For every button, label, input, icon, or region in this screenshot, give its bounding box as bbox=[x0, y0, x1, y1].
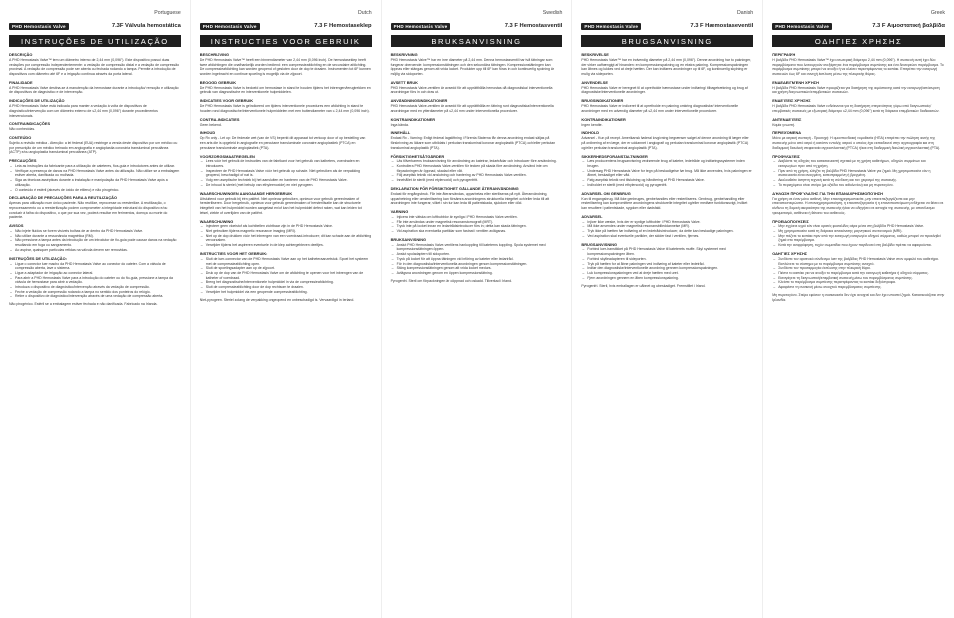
section-heading: BRUGSINDIKATIONER bbox=[581, 98, 624, 104]
list-item: – Ved aspiration skal eventuelle partikler, der sidder fast i ventilen, fjernes. bbox=[587, 234, 753, 239]
product-title: 7.3 F Hemostaseklep bbox=[314, 23, 372, 29]
list-item: – Innehållet är sterilt (med etylenoxid) och pyrogenfritt. bbox=[397, 178, 563, 183]
section-heading: ANVENDELSE bbox=[581, 79, 608, 85]
section-paragraph: Inga kända. bbox=[390, 122, 409, 127]
content-section bbox=[9, 195, 181, 220]
list-item: – Siga as técnicas assépticas durante a instalação e manipulação da PHD Hemostasis Valve após a utilização. bbox=[15, 178, 181, 187]
bullet-list bbox=[391, 243, 563, 276]
bullet-list bbox=[391, 159, 563, 183]
list-item: – Fjern anordningen gennem en åben kompressionspakning. bbox=[587, 276, 753, 281]
content-section bbox=[391, 237, 563, 276]
section-banner: ΟΔΗΓΙΕΣ ΧΡΗΣΗΣ bbox=[772, 35, 945, 47]
section-banner: BRUKSANVISNING bbox=[391, 35, 563, 47]
bullet-list bbox=[772, 159, 945, 187]
section-heading: KONTRAINDIKATIONER bbox=[581, 116, 626, 122]
list-item: – Indholdet er sterilt (med ethylenoxid) og pyrogenfrit. bbox=[587, 183, 753, 188]
list-item: – Ligue o conector luer macho da PHD Hemostasis Valve ao conector do cateter. Com a válvula de compressão aberta, lave o sistema. bbox=[15, 262, 181, 271]
list-item: – Συνδέστε τον προσαρμογέα έκπλυσης στην πλευρική θύρα. bbox=[778, 266, 945, 271]
section-heading: INSTRUÇÕES DE UTILIZAÇÃO: bbox=[9, 255, 67, 261]
product-title: 7.3 F Hemostasventil bbox=[504, 23, 563, 29]
content-section bbox=[772, 80, 945, 95]
section-heading: AVISOS bbox=[9, 223, 24, 229]
bullet-list bbox=[391, 215, 563, 234]
section-heading: VARNING bbox=[390, 209, 409, 215]
list-item: – Διαβάστε τις οδηγίες του κατασκευαστή σχετικά με τη χρήση καθετήρων, οδηγών συρμάτων και εισαγωγέων πριν από τη χρήση. bbox=[778, 159, 945, 168]
section-heading: CONTEÚDO bbox=[9, 135, 32, 141]
footer-note: Pyrogenfri. Steril, hvis emballagen er uåbnet og ubeskadiget. Fremstillet i Irland. bbox=[581, 283, 706, 288]
section-heading: ADVARSEL bbox=[581, 213, 603, 219]
section-heading: ΟΔΗΓΊΕΣ ΧΡΉΣΗΣ bbox=[772, 251, 808, 257]
list-item: – Kontrollera PHD Hemostasis Valve-ventilen för tecken på skada före användning. Använd inte om förpackningen är öppnad, skadad eller våt. bbox=[397, 164, 563, 173]
bullet-list bbox=[9, 262, 181, 300]
list-item: – Sluit de luer-connector van de PHD Hemostasis Valve aan op het katheteraanzetstuk. Spoel het systeem met de compressieafdichting open. bbox=[206, 257, 372, 266]
brand-logo: PHD Hemostasis Valve bbox=[9, 23, 69, 30]
list-item: – Luk kompressionspakningen ved at dreje hætten med uret. bbox=[587, 271, 753, 276]
section-paragraph: Kun til engangsbrug. Må ikke genbruges, genbehandles eller resteriliseres. Genbrug, genbehandling eller resterilisering kan kompromittere anordningens strukturelle integritet og/eller medføre funktionssvigt, hvilket kan resultere i patientskade, sygdom eller dødsfald. bbox=[581, 196, 748, 210]
content-section bbox=[391, 117, 563, 128]
list-item: – Κλείστε το παρέμβυσμα συμπίεσης περιστρέφοντας το καπάκι δεξιόστροφα. bbox=[778, 280, 945, 285]
section-paragraph: A PHD Hemostasis Valve™ tem um diâmetro interno de 2,44 mm (0,096"). Este dispositivo possui duas vedações por compressão independentemente: a vedação de compressão distal e a vedação de compressão proximal. A vedação de compressão pode ser aberta ou fechada rodando a tampa. Permite a introdução de dispositivos com diâmetro até 6F e a irrigação contínua através da porta lateral. bbox=[9, 57, 180, 77]
section-paragraph: A PHD Hemostasis Valve está indicada para manter a vedação à volta de dispositivos de diagnóstico/intervenção com um diâmetro externo de ≤2,44 mm (0,096") durante procedimentos intervencionais. bbox=[9, 104, 158, 118]
section-heading: KONTRAINDIKATIONER bbox=[390, 116, 436, 122]
content-section bbox=[200, 219, 372, 248]
language-label: Swedish bbox=[542, 10, 563, 16]
content-section bbox=[581, 191, 753, 211]
section-heading: ΠΕΡΙΓΡΑΦΉ bbox=[772, 52, 796, 58]
content-section bbox=[581, 214, 753, 239]
section-paragraph: Μόνο με ιατρική συνταγή - Προσοχή: Η ομοσπονδιακή νομοθεσία (ΗΠΑ) επιτρέπει την πώληση αυτής της συσκευής μόνο από ιατρό ή κατόπιν εντολής ιατρού ο οποίος έχει εκπαιδευτεί στην αγγειογραφία και στη διαδερμική διαυλική στεφανιαία αγγειοπλαστική (PTCA) ή/και στη διαδερμική διαυλική αγγειοπλαστική (PTA). bbox=[772, 136, 941, 150]
content-section bbox=[391, 130, 563, 150]
section-paragraph: Op Rx only - Let op: De federale wet (van de VS) beperkt dit apparaat tot verkoop door of op bestelling van een arts die is opgeleid in angiografie en percutane transluminale coronaire angioplastiek (PTCA) en percutane transluminale angioplastiek (PTA). bbox=[199, 136, 366, 150]
content-section bbox=[9, 121, 181, 132]
content-section bbox=[200, 191, 372, 216]
section-paragraph: Η βαλβίδα PHD Hemostasis Valve προορίζεται για διατήρηση της αιμόστασης κατά την εισαγωγή/απόσυρση και χρήση διαγνωστικών/επεμβατικών συσκευών. bbox=[772, 85, 940, 95]
language-label: Portuguese bbox=[154, 10, 181, 16]
list-item: – Ao aspirar, quaisquer partículas retidas na válvula devem ser removidas. bbox=[15, 248, 181, 253]
content-section bbox=[9, 80, 181, 95]
section-paragraph: PHD Hemostasis Valve-ventilen är avsedd för att upprätthålla en tätning runt diagnostiska/interventionella anordningar med en ytterdiameter på ≤2,44 mm under interventionella procedurer. bbox=[390, 104, 554, 113]
list-item: – Μην πιέζετε το καπάκι πριν από την εισαγωγή εισαγωγέα οδηγού σύρματος, καθώς μπορεί να προκληθεί ζημιά στο παρέμβυσμα. bbox=[778, 234, 945, 243]
bullet-list bbox=[581, 220, 753, 239]
product-title: 7.3 F Hæmostaseventil bbox=[690, 23, 754, 29]
list-item: – Κατά την αναρρόφηση, τυχόν σωματίδια που έχουν παγιδευτεί στη βαλβίδα πρέπει να αφαιρούνται. bbox=[778, 243, 945, 248]
section-paragraph: De PHD Hemostasis Valve is geïndiceerd om tijdens interventionele procedures een afdichting in stand te houden rond diagnostische/interventionele hulpmiddelen met een buitendiameter van ≤ 2,44 mm (0,096 inch). bbox=[199, 104, 370, 113]
list-item: – Må ikke anvendes under magnetisk resonansbilleddannelse (MR). bbox=[587, 224, 753, 229]
section-paragraph: De PHD Hemostasis Valve™ heeft een binnendiameter van 2,44 mm (0,096 inch). De hemostaseklep heeft twee afdichtingen die onafhankelijk worden bediend: een compressieafdichting en de secundaire afdichting. De compressieafdichting kan worden geopend of gesloten door de dop te draaien. Instrumenten tot 6F kunnen worden ingebracht en continue spoeling is mogelijk via de zijpoort. bbox=[199, 57, 371, 77]
list-item: – Lees vóór het gebruik de instructies van de fabrikant voor het gebruik van katheters, voerdraden en introducers. bbox=[206, 159, 372, 168]
section-heading: ΔΉΛΩΣΗ ΠΡΟΦΎΛΑΞΗΣ ΓΙΑ ΤΗΝ ΕΠΑΝΑΧΡΗΣΙΜΟΠΟΊΗΣΗ bbox=[772, 190, 883, 196]
section-paragraph: A PHD Hemostasis Valve destina-se à manutenção da hemostase durante a introdução/ remoção e utilização de dispositivos de diagnóstico e de intervenção. bbox=[9, 85, 179, 95]
content-section bbox=[200, 154, 372, 188]
content-section bbox=[391, 154, 563, 183]
language-column bbox=[572, 0, 763, 618]
list-item: – Αφαιρέστε τη συσκευή μέσω ανοιχτού παρεμβύσματος συμπίεσης. bbox=[778, 285, 945, 290]
list-item: – Feche a vedação de compressão rodando a tampa no sentido dos ponteiros do relógio. bbox=[15, 290, 181, 295]
list-item: – Sluit de compressieafdichting door de dop rechtsom te draaien. bbox=[206, 285, 372, 290]
product-title: 7.3F Válvula hemostática bbox=[111, 23, 181, 29]
footer-note: Pyrogenfri. Steril om förpackningen är oöppnad och oskadd. Tillverkad i Irland. bbox=[390, 278, 512, 283]
section-paragraph: PHD Hemostasis Valve-ventilen är avsedd för att upprätthålla hemostas då diagnostiska/ interventionella anordningar förs in och dras ut. bbox=[390, 85, 553, 95]
list-item: – Druk op de dop van de PHD Hemostasis Valve om de afdichting te openen voor het inbrengen van de katheter of voerdraad. bbox=[206, 271, 372, 280]
list-item: – För in den diagnostiska/interventionella anordningen genom kompressionstätningen. bbox=[397, 262, 563, 267]
bullet-list bbox=[772, 257, 945, 290]
content-section bbox=[9, 158, 181, 192]
section-paragraph: Endast för engångsbruk. Får inte återanvändas, upparbetas eller steriliseras på nytt. Återanvändning, upparbetning eller omsterilisering kan försämra anordningens strukturella integritet och/eller leda till att anordningen inte fungerar, vilket i sin tur kan leda till patientskada, sjukdom eller död. bbox=[390, 191, 550, 206]
language-label: Danish bbox=[737, 10, 754, 16]
list-item: – Verwijder tijdens het aspireren eventuele in de klep achtergebleven deeltjes. bbox=[206, 243, 372, 248]
content-section bbox=[391, 209, 563, 234]
brand-logo: PHD Hemostasis Valve bbox=[200, 23, 260, 30]
list-item: – Får inte användas under magnetisk resonanstomografi (MRT). bbox=[397, 220, 563, 225]
bullet-list bbox=[772, 224, 945, 248]
header-row bbox=[772, 20, 945, 32]
list-item: – Tryck på locket för att öppna tätningen vid införing av kateter eller ledartråd. bbox=[397, 257, 563, 262]
content-section bbox=[200, 98, 372, 113]
section-heading: INNEHÅLL bbox=[390, 130, 411, 136]
section-paragraph: Geen bekend. bbox=[199, 122, 222, 127]
list-item: – Forbind luer-hanstikket på PHD Hemostasis Valve til kateterets muffe. Skyl systemet med kompressionspakningen åben. bbox=[587, 247, 753, 256]
section-banner: INSTRUÇÕES DE UTILIZAÇÃO bbox=[9, 35, 181, 47]
section-paragraph: Η βαλβίδα PHD Hemostasis Valve™ έχει εσωτερική διάμετρο 2,44 mm (0,096"). Η συσκευή αυτή έχει δύο παρεμβύσματα που λειτουργούν ανεξάρτητα: ένα παρέμβυσμα συμπίεσης και ένα δευτερεύον παρέμβυσμα. Το παρέμβυσμα συμπίεσης μπορεί να ανοίξει ή να κλείσει περιστρέφοντας το καπάκι. Επιτρέπει την εισαγωγή συσκευών έως 6F και συνεχή έκπλυση μέσω της πλευρικής θύρας. bbox=[772, 57, 944, 77]
list-item: – Não utilize durante a ressonância magnética (RM). bbox=[15, 234, 181, 239]
section-banner: BRUGSANVISNING bbox=[581, 35, 753, 47]
language-column bbox=[763, 0, 954, 618]
section-heading: AVSETT BRUK bbox=[390, 79, 418, 85]
section-heading: BESKRIVELSE bbox=[581, 52, 609, 58]
bullet-list bbox=[581, 247, 753, 280]
content-section bbox=[772, 52, 945, 77]
section-heading: BESCHRIJVING bbox=[199, 52, 229, 58]
content-section bbox=[581, 154, 753, 188]
list-item: – Injicera inte vätska om luftbubblor är synliga i PHD Hemostasis Valve-ventilen. bbox=[397, 215, 563, 220]
content-section bbox=[200, 130, 372, 150]
content-section bbox=[772, 191, 945, 216]
list-item: – Injecteer geen vloeistof als luchtbellen zichtbaar zijn in de PHD Hemostasis Valve. bbox=[206, 224, 372, 229]
brand-logo: PHD Hemostasis Valve bbox=[581, 23, 641, 30]
list-item: – Injicer ikke væske, hvis der er synlige luftbobler i PHD Hemostasis Valve. bbox=[587, 220, 753, 225]
list-item: – Ακολουθείτε άσηπτη τεχνική κατά τη σύνδεση και τον χειρισμό της συσκευής. bbox=[778, 178, 945, 183]
section-heading: ΠΕΡΙΕΧΌΜΕΝΑ bbox=[772, 130, 802, 136]
content-section bbox=[581, 242, 753, 281]
list-item: – Para abrir a PHD Hemostasis Valve para a introdução do cateter ou do fio-guia, pressione a tampa da válvula de hemostase para abrir a vedação. bbox=[15, 276, 181, 285]
content-section bbox=[391, 80, 563, 95]
bullet-list bbox=[200, 257, 372, 295]
bullet-list bbox=[200, 159, 372, 187]
section-paragraph: Endast Rx - Varning: Enligt federal lagstiftning i Förenta Staterna får denna anordning endast säljas på förskrivning av läkare som utbildats i perkutan transluminal koronar angioplastik (PTCA) och/eller perkutan transluminal angioplastik (PTA). bbox=[390, 136, 556, 150]
list-item: – Indfør den diagnostiske/interventionelle anordning gennem kompressionspakningen. bbox=[587, 266, 753, 271]
list-item: – Verifique a presença de danos na PHD Hemostasis Valve antes da utilização. Não utilize se a embalagem estiver aberta, danificada ou molhada. bbox=[15, 169, 181, 178]
language-label: Greek bbox=[930, 10, 945, 16]
header-row bbox=[200, 20, 372, 32]
section-paragraph: Não conhecidas. bbox=[9, 127, 36, 132]
list-item: – O conteúdo é estéril (através de óxido de etileno) e não pirogénico. bbox=[15, 188, 181, 193]
section-heading: SIKKERHEDSFORANSTALTNINGER bbox=[581, 153, 648, 159]
content-section bbox=[581, 52, 753, 77]
content-section bbox=[9, 256, 181, 299]
list-item: – Niet gebruiken tijdens magnetic resonance imaging (MRI). bbox=[206, 229, 372, 234]
section-heading: BESKRIVNING bbox=[390, 52, 418, 58]
section-paragraph: De PHD Hemostasis Valve is bedoeld om hemostase in stand te houden tijdens het inbrengen/terugtrekken en gebruik van diagnostische en interventionele hulpmiddelen. bbox=[199, 85, 371, 95]
content-section bbox=[9, 135, 181, 155]
language-column bbox=[0, 0, 191, 618]
section-heading: INDICATIES VOOR GEBRUIK bbox=[199, 98, 254, 104]
content-section bbox=[9, 98, 181, 118]
section-heading: ADVARSEL OM GENBRUG bbox=[581, 190, 631, 196]
footer-note: Não pirogénico. Estéril se a embalagem estiver fechada e não danificada. Fabricado na Irlanda. bbox=[9, 302, 158, 307]
list-item: – Não injete fluídos se forem visíveis bolhas de ar dentro da PHD Hemostasis Valve. bbox=[15, 229, 181, 234]
list-item: – Undersøg PHD Hemostasis Valve for tegn på beskadigelse før brug. Må ikke anvendes, hvis pakningen er åbnet, beskadiget eller våd. bbox=[587, 169, 753, 178]
list-item: – Retire o dispositivo de diagnóstico/intervenção através de uma vedação de compressão aberta. bbox=[15, 294, 181, 299]
section-heading: ΕΝΔΕΊΞΕΙΣ ΧΡΉΣΗΣ bbox=[772, 98, 811, 104]
section-paragraph: Sujeito a revisão médica - Atenção: a lei federal (EUA) restringe a venda deste dispositivo por um médico ou por prescrição de um médico treinado em angiografia e angioplastia coronária transluminal percutânea (ACTP) e/ou angioplastia transluminal percutânea (ATP). bbox=[9, 140, 178, 155]
content-section bbox=[581, 117, 753, 128]
section-paragraph: Ingen kendte. bbox=[581, 122, 603, 127]
list-item: – Volg een aseptische techniek bij het aansluiten en hanteren van de PHD Hemostasis Valve. bbox=[206, 178, 372, 183]
list-item: – Tryk på hætten for at åbne pakningen ved indføring af kateter eller ledetråd. bbox=[587, 262, 753, 267]
list-item: – Forbind skylleadapteren til sideporten. bbox=[587, 257, 753, 262]
section-heading: CONTRAINDICAÇÕES bbox=[9, 121, 51, 127]
content-section bbox=[200, 251, 372, 294]
list-item: – Πιέστε το καπάκι για να ανοίξει το παρέμβυσμα κατά την εισαγωγή καθετήρα ή οδηγού σύρματος. bbox=[778, 271, 945, 276]
section-heading: ANVÄNDNINGSINDIKATIONER bbox=[390, 98, 448, 104]
footer-note: Μη πυρετογόνο. Στείρο εφόσον η συσκευασία δεν έχει ανοιχτεί και δεν έχει υποστεί ζημιά. Κατασκευάζεται στην Ιρλανδία. bbox=[772, 292, 945, 302]
section-paragraph: Advarsel - Kun på recept. Amerikansk føderal lovgivning begrænser salget af denne anordning til læger eller på ordinering af en læge, der er uddannet i angiografi og perkutan transluminal koronar angioplastik (PTCA) og/eller perkutan transluminal angioplastik (PTA). bbox=[581, 136, 749, 150]
list-item: – Ligue a adaptador de irrigação ao conector lateral. bbox=[15, 271, 181, 276]
section-heading: ΑΝΤΕΝΔΕΊΞΕΙΣ bbox=[772, 116, 802, 122]
content-section bbox=[391, 98, 563, 113]
section-paragraph: Καμία γνωστή. bbox=[772, 122, 795, 127]
content-section bbox=[9, 52, 181, 77]
bullet-list bbox=[9, 229, 181, 253]
section-paragraph: PHD Hemostasis Valve™ har en indvendig diameter på 2,44 mm (0,096"). Denne anordning har to pakninger, der virker uafhængigt af hinanden: en kompressionspakning og en ekstra pakning. Kompressionspakningen kan åbnes og lukkes ved at dreje hætten. Der kan indføres anordninger op til 6F, og kontinuerlig skylning er mulig via sideporten. bbox=[581, 57, 752, 77]
brand-logo: PHD Hemostasis Valve bbox=[772, 23, 832, 30]
language-column bbox=[382, 0, 573, 618]
content-section bbox=[772, 117, 945, 128]
section-heading: BRUGSANVISNING bbox=[581, 241, 618, 247]
brand-logo: PHD Hemostasis Valve bbox=[391, 23, 451, 30]
list-item: – Introduza o dispositivo de diagnóstico/intervenção através da vedação de compressão. bbox=[15, 285, 181, 290]
list-item: – Anslut spoladaptern till sidoporten. bbox=[397, 252, 563, 257]
product-title: 7.3 F Αιμοστατική βαλβίδα bbox=[872, 23, 945, 29]
section-heading: DECLARAÇÃO DE PRECAUÇÕES PARA A REUTILIZAÇÃO bbox=[9, 195, 118, 201]
section-heading: BRUKSANVISNING bbox=[390, 236, 427, 242]
list-item: – Μην εγχύετε υγρό εάν είναι ορατές φυσαλίδες αέρα μέσα στη βαλβίδα PHD Hemostasis Valve. bbox=[778, 224, 945, 229]
list-item: – Læs producentens brugsanvisning vedrørende brug af katetre, ledetråde og indføringssystemer inden brugen. bbox=[587, 159, 753, 168]
content-section bbox=[772, 154, 945, 188]
section-heading: DEKLARATION FÖR FÖRSIKTIGHET GÄLLANDE ÅTERANVÄNDNING bbox=[390, 186, 519, 192]
content-section bbox=[772, 130, 945, 150]
section-paragraph: Apenas para utilização num único paciente. Não reutilize, reprocesse ou reesterilize. A reutilização, o reprocessamento ou a reesterilização podem comprometer a integridade estrutural do dispositivo e/ou conduzir à falha do dispositivo, o que por sua vez, poderá resultar em ferimentos, doença ou morte do paciente. bbox=[9, 201, 168, 220]
list-item: – Leia as instruções da fabricante para a utilização de cateteres, fios-guia e introdutores antes de utilizar. bbox=[15, 164, 181, 169]
list-item: – Não pressione a tampa antes da introdução de um introdutor de fio-guia pode causar danos na vedação resultando em fuga ou sangramento. bbox=[15, 238, 181, 247]
content-section bbox=[772, 219, 945, 248]
section-paragraph: Uitsluitend voor gebruik bij één patiënt. Niet opnieuw gebruiken, opnieuw voor gebruik gereedmaken of hersteriliseren. Door hergebruik, opnieuw voor gebruik gereedmaken of hersterilisatie kan de structurele integriteit van het hulpmiddel worden aangetast en/of kan het hulpmiddel defect raken, wat kan leiden tot letsel, ziekte of overlijden van de patiënt. bbox=[199, 196, 362, 215]
list-item: – Breng het diagnostische/interventionele hulpmiddel in via de compressieafdichting. bbox=[206, 280, 372, 285]
content-section bbox=[200, 117, 372, 128]
header-row bbox=[9, 20, 181, 32]
section-banner: INSTRUCTIES VOOR GEBRUIK bbox=[200, 35, 372, 47]
list-item: – Verwijder het hulpmiddel via een geopende compressieafdichting. bbox=[206, 290, 372, 295]
list-item: – Avlägsna anordningen genom en öppen kompressionstätning. bbox=[397, 271, 563, 276]
section-heading: INHOUD bbox=[199, 130, 216, 136]
section-heading: ΠΡΟΦΥΛΆΞΕΙΣ bbox=[772, 153, 800, 159]
section-heading: VOORZORGSMAATREGELEN bbox=[199, 153, 255, 159]
section-heading: INSTRUCTIES VOOR HET GEBRUIK: bbox=[199, 251, 268, 257]
content-section bbox=[9, 223, 181, 252]
section-heading: DESCRIÇÃO bbox=[9, 52, 33, 58]
list-item: – Anslut PHD Hemostasis Valve-ventilens hankoppling till kateterns koppling. Spola systemet med kompressionstätningen öppen. bbox=[397, 243, 563, 252]
section-paragraph: PHD Hemostasis Valve er indiceret til at opretholde en pakning omkring diagnostiske/ interventionelle anordninger med en udvendig diameter på ≤2,44 mm under interventionelle procedurer. bbox=[581, 104, 739, 113]
section-heading: BEOOGD GEBRUIK bbox=[199, 79, 237, 85]
list-item: – Følg aseptisk teknik ved tilslutning og håndtering af PHD Hemostasis Valve. bbox=[587, 178, 753, 183]
list-item: – Συνδέστε τον αρσενικό σύνδεσμο luer της βαλβίδας PHD Hemostasis Valve στον ομφαλό του καθετήρα. Εκπλύνετε το σύστημα με το παρέμβυσμα συμπίεσης ανοιχτό. bbox=[778, 257, 945, 266]
list-item: – Εισαγάγετε τη διαγνωστική/επεμβατική συσκευή μέσω του παρεμβύσματος συμπίεσης. bbox=[778, 276, 945, 281]
content-section bbox=[200, 52, 372, 77]
section-heading: PRECAUÇÕES bbox=[9, 158, 37, 164]
list-item: – Niet op de dop drukken vóór het inbrengen van een voerdraad-introducer; dit kan schade aan de afdichting veroorzaken. bbox=[206, 234, 372, 243]
header-row bbox=[391, 20, 563, 32]
list-item: – Sluit de spoelingsadapter aan op de zijpoort. bbox=[206, 266, 372, 271]
bullet-list bbox=[200, 224, 372, 248]
content-section bbox=[581, 130, 753, 150]
language-column bbox=[191, 0, 382, 618]
section-heading: INDHOLD bbox=[581, 130, 600, 136]
list-item: – Tryck inte på locket innan en ledartrådsintroducer förs in; detta kan skada tätningen. bbox=[397, 224, 563, 229]
section-heading: ΠΡΟΕΙΔΟΠΟΙΉΣΕΙΣ bbox=[772, 218, 809, 224]
list-item: – Μη χρησιμοποιείτε κατά τη διάρκεια απεικόνισης μαγνητικού συντονισμού (MRI). bbox=[778, 229, 945, 234]
language-label: Dutch bbox=[358, 10, 372, 16]
section-heading: FÖRSIKTIGHETSÅTGÄRDER bbox=[390, 153, 445, 159]
content-section bbox=[391, 52, 563, 77]
bullet-list bbox=[581, 159, 753, 187]
section-heading: CONTRA-INDICATIES bbox=[199, 116, 240, 122]
content-section bbox=[200, 80, 372, 95]
list-item: – Πριν από τη χρήση, ελέγξτε τη βαλβίδα PHD Hemostasis Valve για ζημιά. Μη χρησιμοποιείτε εάν η συσκευασία είναι ανοιγμένη, κατεστραμμένη ή βρεγμένη. bbox=[778, 169, 945, 178]
section-heading: ΕΝΔΕΔΕΙΓΜΈΝΗ ΧΡΉΣΗ bbox=[772, 79, 819, 85]
section-paragraph: Η βαλβίδα PHD Hemostasis Valve ενδείκνυται για τη διατήρηση στεγανότητας γύρω από διαγνωστικές/επεμβατικές συσκευές με εξωτερική διάμετρο ≤2,44 mm (0,096") κατά τη διάρκεια επεμβατικών διαδικασιών. bbox=[772, 104, 940, 113]
content-section bbox=[581, 80, 753, 95]
list-item: – Inspecteer de PHD Hemostasis Valve vóór het gebruik op schade. Niet gebruiken als de verpakking geopend, beschadigd of nat is. bbox=[206, 169, 372, 178]
list-item: – Följ aseptisk teknik vid anslutning och hantering av PHD Hemostasis Valve-ventilen. bbox=[397, 173, 563, 178]
section-heading: INDICAÇÕES DE UTILIZAÇÃO bbox=[9, 98, 65, 104]
content-section bbox=[772, 251, 945, 290]
list-item: – Stäng kompressionstätningen genom att vrida locket medurs. bbox=[397, 266, 563, 271]
content-section bbox=[581, 98, 753, 113]
section-paragraph: PHD Hemostasis Valve er beregnet til at opretholde hæmostase under indføring/ tilbagetrækning og brug af diagnostiske/interventionelle anordninger. bbox=[581, 85, 748, 95]
list-item: – De inhoud is steriel (met behulp van ethyleenoxide) en niet pyrogeen. bbox=[206, 183, 372, 188]
list-item: – Läs tillverkarens bruksanvisning för användning av katetrar, ledartrådar och introducer före användning. bbox=[397, 159, 563, 164]
section-heading: WAARSCHUWING bbox=[199, 218, 234, 224]
list-item: – Tryk ikke på hætten før indføring af en ledetrådsintroducer, da dette kan beskadige pakningen. bbox=[587, 229, 753, 234]
section-heading: WAARSCHUWINGEN AANGAANDE HERGEBRUIK bbox=[199, 190, 293, 196]
section-paragraph: Για χρήση σε έναν μόνο ασθενή. Μην επαναχρησιμοποιείτε, μην επανεπεξεργάζεστε και μην επαναποστειρώνετε. Η επαναχρησιμοποίηση, η επανεπεξεργασία ή η επαναποστείρωση ενδέχεται να θέσει σε κίνδυνο τη δομική ακεραιότητα της συσκευής ή/και να οδηγήσει σε αστοχία της συσκευής, με αποτέλεσμα τραυματισμό, ασθένεια ή θάνατο του ασθενούς. bbox=[772, 196, 944, 215]
bullet-list bbox=[9, 164, 181, 192]
section-paragraph: PHD Hemostasis Valve™ har en inre diameter på 2,44 mm. Denna hemostasventil har två tätningar som fungerar oberoende: kompressionstätningen och den sekundära tätningen. Kompressionstätningen kan öppnas eller stängas genom att vrida locket. Produkter upp till 6F kan föras in och kontinuerlig spolning är möjlig via sidoporten. bbox=[390, 57, 555, 77]
footer-note: Niet-pyrogeen. Steriel zolang de verpakking ongeopend en onbeschadigd is. Vervaardigd in Ierland. bbox=[199, 297, 355, 302]
content-section bbox=[391, 186, 563, 206]
section-heading: FINALIDADE bbox=[9, 79, 33, 85]
content-section bbox=[772, 98, 945, 113]
list-item: – Το περιεχόμενο είναι στείρο (με οξείδιο του αιθυλενίου) και μη πυρετογόνο. bbox=[778, 183, 945, 188]
header-row bbox=[581, 20, 753, 32]
list-item: – Vid aspiration ska eventuella partiklar som fastnat i ventilen avlägsnas. bbox=[397, 229, 563, 234]
